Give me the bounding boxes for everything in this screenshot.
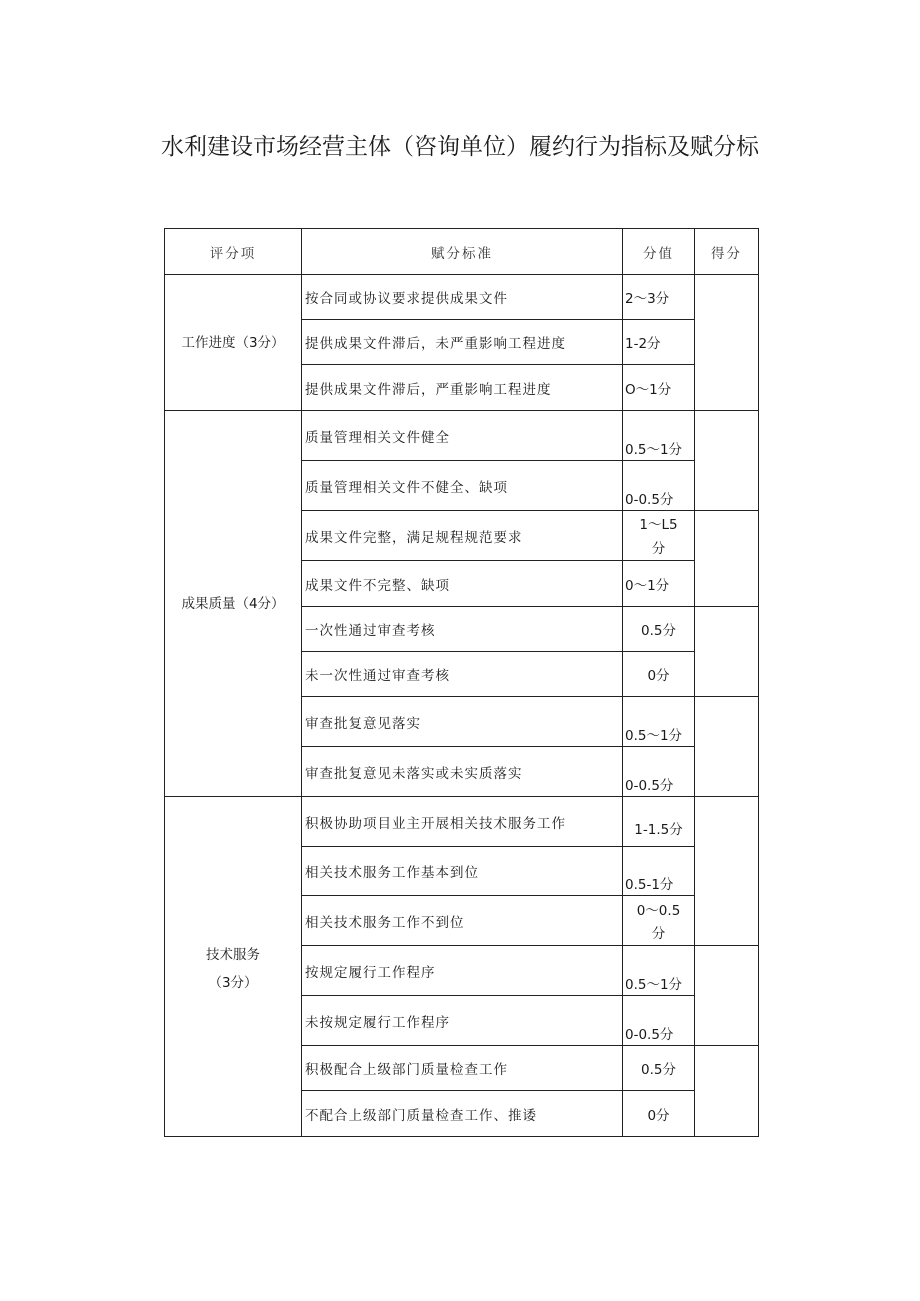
criteria-cell: 质量管理相关文件不健全、缺项 — [302, 461, 623, 511]
group-label-line: （3分） — [208, 974, 258, 991]
criteria-cell: 未一次性通过审查考核 — [302, 652, 623, 697]
score-cell[interactable] — [695, 946, 759, 1046]
criteria-cell: 未按规定履行工作程序 — [302, 996, 623, 1046]
header-score: 得分 — [695, 229, 759, 275]
criteria-cell: 审查批复意见未落实或未实质落实 — [302, 747, 623, 797]
header-item: 评分项 — [165, 229, 302, 275]
criteria-cell: 一次性通过审查考核 — [302, 607, 623, 652]
criteria-cell: 相关技术服务工作不到位 — [302, 896, 623, 946]
table-header-row — [165, 229, 759, 275]
value-line: 1～L5 — [639, 517, 678, 533]
group-label-line: 技术服务 — [206, 946, 260, 963]
score-cell[interactable] — [695, 797, 759, 946]
group-label-service — [165, 797, 302, 1137]
criteria-cell: 积极配合上级部门质量检查工作 — [302, 1046, 623, 1091]
value-cell: 0.5分 — [623, 607, 695, 652]
value-line: 0～0.5 — [636, 903, 681, 919]
value-line: 分 — [651, 926, 666, 942]
criteria-cell: 按合同或协议要求提供成果文件 — [302, 275, 623, 320]
group-label-progress: 工作进度（3分） — [165, 275, 302, 411]
criteria-cell: 审查批复意见落实 — [302, 697, 623, 747]
header-value: 分值 — [623, 229, 695, 275]
criteria-cell: 成果文件完整，满足规程规范要求 — [302, 511, 623, 561]
value-cell: 0.5-1分 — [623, 847, 695, 896]
score-cell[interactable] — [695, 511, 759, 607]
value-line: 分 — [651, 541, 666, 557]
table-row — [165, 275, 759, 320]
value-cell — [623, 896, 695, 946]
value-cell: 0～1分 — [623, 561, 695, 607]
scoring-table — [164, 228, 759, 1137]
group-label-quality: 成果质量（4分） — [165, 411, 302, 797]
criteria-cell: 不配合上级部门质量检查工作、推诿 — [302, 1091, 623, 1137]
value-cell: 0-0.5分 — [623, 996, 695, 1046]
score-cell[interactable] — [695, 275, 759, 411]
value-cell: 0.5分 — [623, 1046, 695, 1091]
value-cell: 0.5～1分 — [623, 946, 695, 996]
criteria-cell: 提供成果文件滞后，严重影响工程进度 — [302, 365, 623, 411]
value-cell: O～1分 — [623, 365, 695, 411]
value-cell: 0.5～1分 — [623, 411, 695, 461]
criteria-cell: 按规定履行工作程序 — [302, 946, 623, 996]
value-cell: 0分 — [623, 1091, 695, 1137]
page-title: 水利建设市场经营主体（咨询单位）履约行为指标及赋分标 — [161, 134, 759, 160]
score-cell[interactable] — [695, 411, 759, 511]
criteria-cell: 提供成果文件滞后，未严重影响工程进度 — [302, 320, 623, 365]
table-row — [165, 797, 759, 847]
table-row — [165, 411, 759, 461]
score-cell[interactable] — [695, 607, 759, 697]
value-cell — [623, 511, 695, 561]
value-cell: 0分 — [623, 652, 695, 697]
score-cell[interactable] — [695, 697, 759, 797]
header-criteria: 赋分标准 — [302, 229, 623, 275]
criteria-cell: 相关技术服务工作基本到位 — [302, 847, 623, 896]
value-cell: 0-0.5分 — [623, 747, 695, 797]
criteria-cell: 质量管理相关文件健全 — [302, 411, 623, 461]
score-cell[interactable] — [695, 1046, 759, 1137]
criteria-cell: 积极协助项目业主开展相关技术服务工作 — [302, 797, 623, 847]
value-cell: 2～3分 — [623, 275, 695, 320]
value-cell: 1-2分 — [623, 320, 695, 365]
value-cell: 1-1.5分 — [623, 797, 695, 847]
value-cell: 0-0.5分 — [623, 461, 695, 511]
value-cell: 0.5～1分 — [623, 697, 695, 747]
criteria-cell: 成果文件不完整、缺项 — [302, 561, 623, 607]
